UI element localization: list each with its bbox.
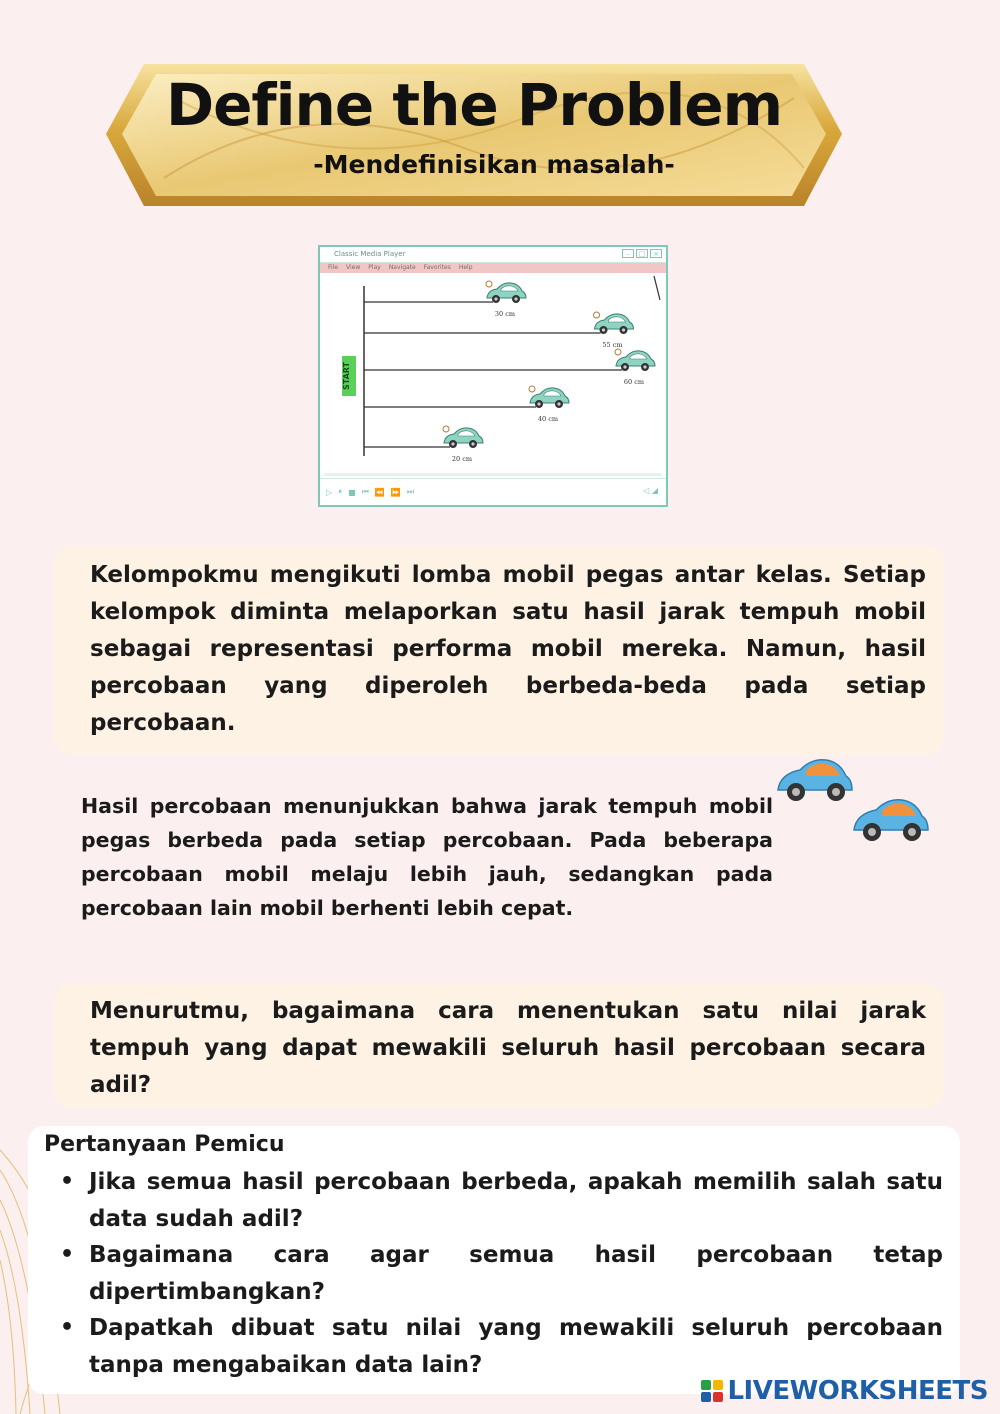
menu-item[interactable]: Play [368, 264, 381, 271]
bullet-icon: • [60, 1315, 75, 1340]
menu-item[interactable]: Navigate [388, 264, 416, 271]
menu-item[interactable]: File [328, 264, 339, 271]
list-item: • Dapatkah dibuat satu nilai yang mewakili seluruh percobaan tanpa mengabaikan data lain? [28, 1310, 943, 1383]
distance-label: 20 cm [451, 455, 473, 463]
media-menubar [320, 263, 666, 273]
seek-bar[interactable] [324, 473, 662, 476]
car-icon [529, 386, 569, 408]
car-icon [594, 312, 634, 334]
title-banner [104, 58, 844, 210]
intro-text: Kelompokmu mengikuti lomba mobil pegas antar kelas. Setiap kelompok diminta melaporkan satu hasil jarak tempuh mobil sebagai representasi performa mobil mereka. Namun, hasil percobaan yang diperoleh berbeda-beda pada setiap percobaan. [90, 562, 926, 736]
minimize-icon[interactable]: – [622, 249, 634, 258]
toy-cars-illustration [774, 752, 934, 848]
list-item: • Bagaimana cara agar semua hasil percobaan tetap dipertimbangkan? [28, 1237, 943, 1310]
distance-label: 40 cm [537, 415, 559, 423]
car-icon [443, 426, 483, 448]
media-controls [320, 478, 666, 505]
brand-name: LIVEWORKSHEETS [727, 1376, 988, 1406]
trigger-list [28, 1164, 943, 1383]
skip-forward-icon[interactable]: ⏭ [406, 487, 415, 496]
question-text: Menurutmu, bagaimana cara menentukan satu nilai jarak tempuh yang dapat mewakili seluruh hasil percobaan secara adil? [90, 998, 926, 1098]
rewind-icon[interactable]: ⏪ [374, 487, 385, 497]
car-icon [486, 281, 526, 303]
play-icon[interactable]: ▷ [326, 487, 333, 497]
car-icon [615, 349, 655, 371]
menu-item[interactable]: Help [458, 264, 473, 271]
distance-label: 55 cm [602, 341, 623, 349]
trigger-questions-box [28, 1126, 960, 1394]
bullet-icon: • [60, 1242, 75, 1267]
bullet-icon: • [60, 1169, 75, 1194]
stop-icon[interactable]: ■ [348, 487, 356, 497]
page-subtitle: -Mendefinisikan masalah- [313, 150, 675, 179]
menu-item[interactable]: View [346, 264, 361, 271]
window-title: Classic Media Player [334, 250, 406, 258]
question-box [54, 984, 944, 1108]
video-frame [324, 274, 662, 479]
menu-item[interactable]: Favorites [423, 264, 451, 271]
distance-label: 30 cm [494, 310, 516, 318]
maximize-icon[interactable]: □ [636, 249, 648, 258]
liveworksheets-logo-icon [701, 1380, 723, 1402]
start-label: START [342, 361, 351, 391]
media-player-window [318, 245, 668, 507]
list-item: • Jika semua hasil percobaan berbeda, apakah memilih salah satu data sudah adil? [28, 1164, 943, 1237]
volume-icon[interactable]: ◁ ◢ [643, 486, 658, 495]
close-icon[interactable]: × [650, 249, 662, 258]
page-title: Define the Problem [165, 71, 783, 139]
skip-back-icon[interactable]: ⏮ [361, 487, 369, 496]
pause-icon[interactable]: ⏸ [338, 487, 343, 496]
intro-box [54, 545, 944, 755]
media-titlebar [320, 247, 666, 263]
car-race-diagram [324, 274, 662, 479]
brand-watermark [701, 1378, 988, 1404]
car-icon [778, 760, 852, 801]
forward-icon[interactable]: ⏩ [390, 487, 401, 497]
trigger-heading: Pertanyaan Pemicu [44, 1132, 285, 1157]
result-text: Hasil percobaan menunjukkan bahwa jarak tempuh mobil pegas berbeda pada setiap percobaan. Pada beberapa percobaan mobil melaju lebih jauh, sedangkan pada percobaan lain mobil berhenti lebih cepat. [81, 794, 773, 920]
car-icon [854, 800, 928, 841]
distance-label: 60 cm [623, 378, 645, 386]
